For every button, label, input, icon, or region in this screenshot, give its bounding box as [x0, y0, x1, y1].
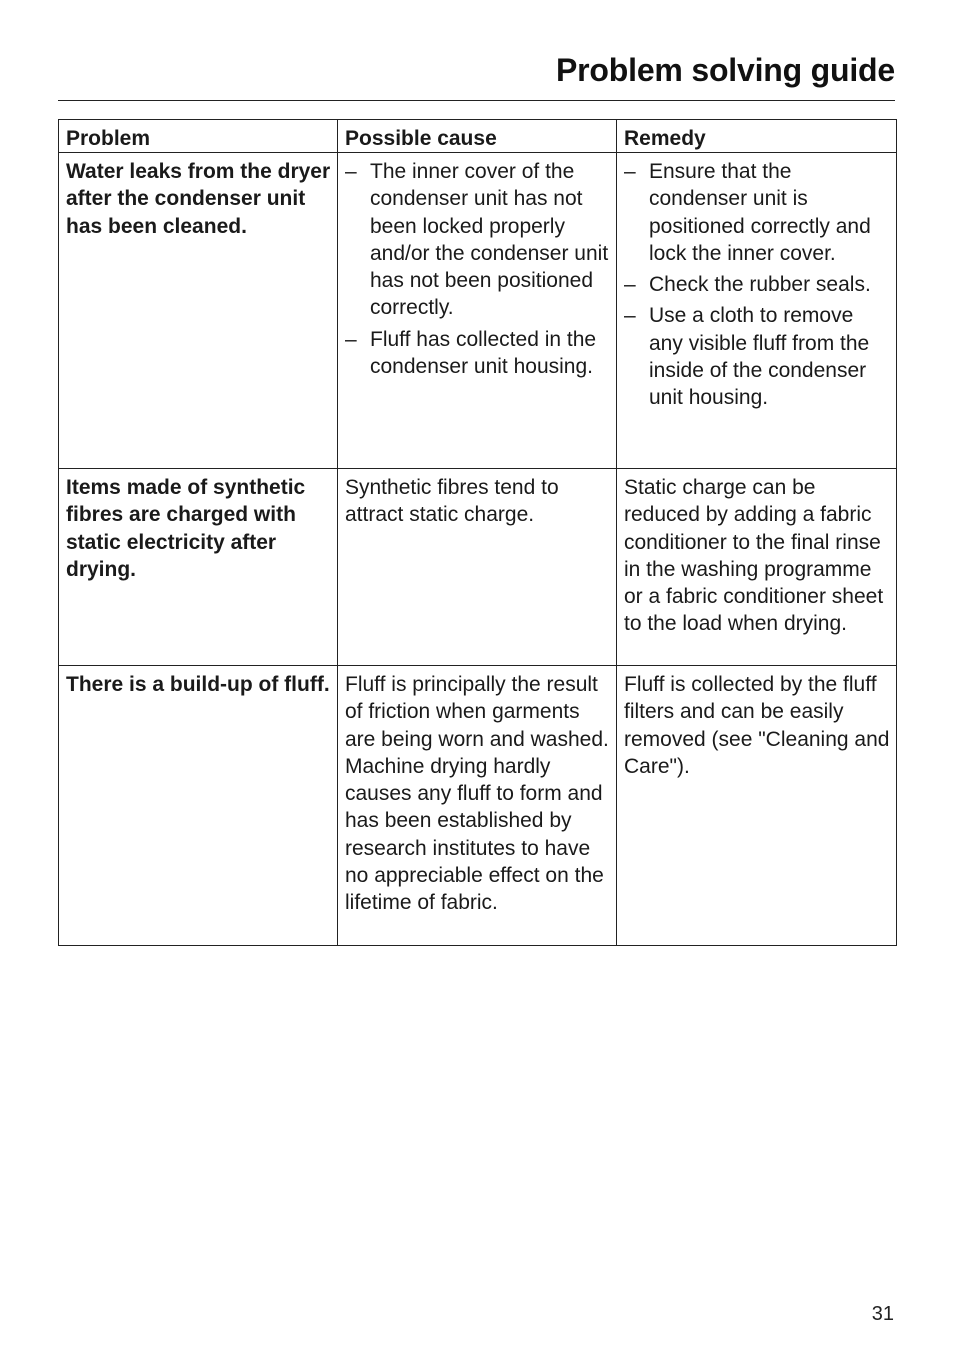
header-possible-cause: Possible cause [338, 120, 617, 153]
dash-bullet: – [345, 160, 357, 183]
problem-cell: Items made of synthetic fibres are charged with static electricity after drying. [59, 469, 338, 666]
table-row [59, 666, 897, 946]
cause-cell: Fluff is principally the result of friction when garments are being worn and washed. Machine drying hardly causes any fluff to form and has been established by research institutes to have no appreciable effect on the lifetime of fabric. [338, 666, 617, 946]
header-remedy: Remedy [617, 120, 897, 153]
problem-cell: There is a build-up of fluff. [59, 666, 338, 946]
problem-solving-table [58, 119, 897, 946]
cause-list-item [345, 158, 610, 322]
remedy-list-item [624, 158, 890, 267]
dash-bullet: – [624, 160, 636, 183]
remedy-list [624, 158, 890, 412]
table-header-row [59, 120, 897, 153]
remedy-list-item [624, 302, 890, 411]
cause-cell [338, 153, 617, 469]
table-row [59, 153, 897, 469]
cause-text: The inner cover of the condenser unit has not been locked properly and/or the condenser unit has not been positioned correctly. [370, 160, 609, 320]
dash-bullet: – [345, 327, 357, 351]
remedy-text: Ensure that the condenser unit is positioned correctly and lock the inner cover. [649, 160, 871, 265]
title-divider [58, 100, 895, 101]
problem-cell: Water leaks from the dryer after the condenser unit has been cleaned. [59, 153, 338, 469]
cause-list-item [345, 326, 610, 381]
remedy-text: Use a cloth to remove any visible fluff from the inside of the condenser unit housing. [649, 304, 870, 410]
remedy-list-item [624, 271, 890, 298]
remedy-text: Check the rubber seals. [649, 273, 871, 297]
page-number: 31 [871, 1303, 894, 1325]
cause-text: Fluff has collected in the condenser unit housing. [370, 327, 597, 379]
remedy-cell: Static charge can be reduced by adding a fabric conditioner to the final rinse in the washing programme or a fabric conditioner sheet to the load when drying. [617, 469, 897, 666]
header-problem: Problem [59, 120, 338, 153]
dash-bullet: – [624, 304, 636, 328]
page-title: Problem solving guide [556, 52, 895, 88]
cause-list [345, 158, 610, 380]
remedy-cell [617, 153, 897, 469]
remedy-cell: Fluff is collected by the fluff filters and can be easily removed (see "Cleaning and Care"). [617, 666, 897, 946]
cause-cell: Synthetic fibres tend to attract static charge. [338, 469, 617, 666]
table-row [59, 469, 897, 666]
dash-bullet: – [624, 273, 636, 297]
